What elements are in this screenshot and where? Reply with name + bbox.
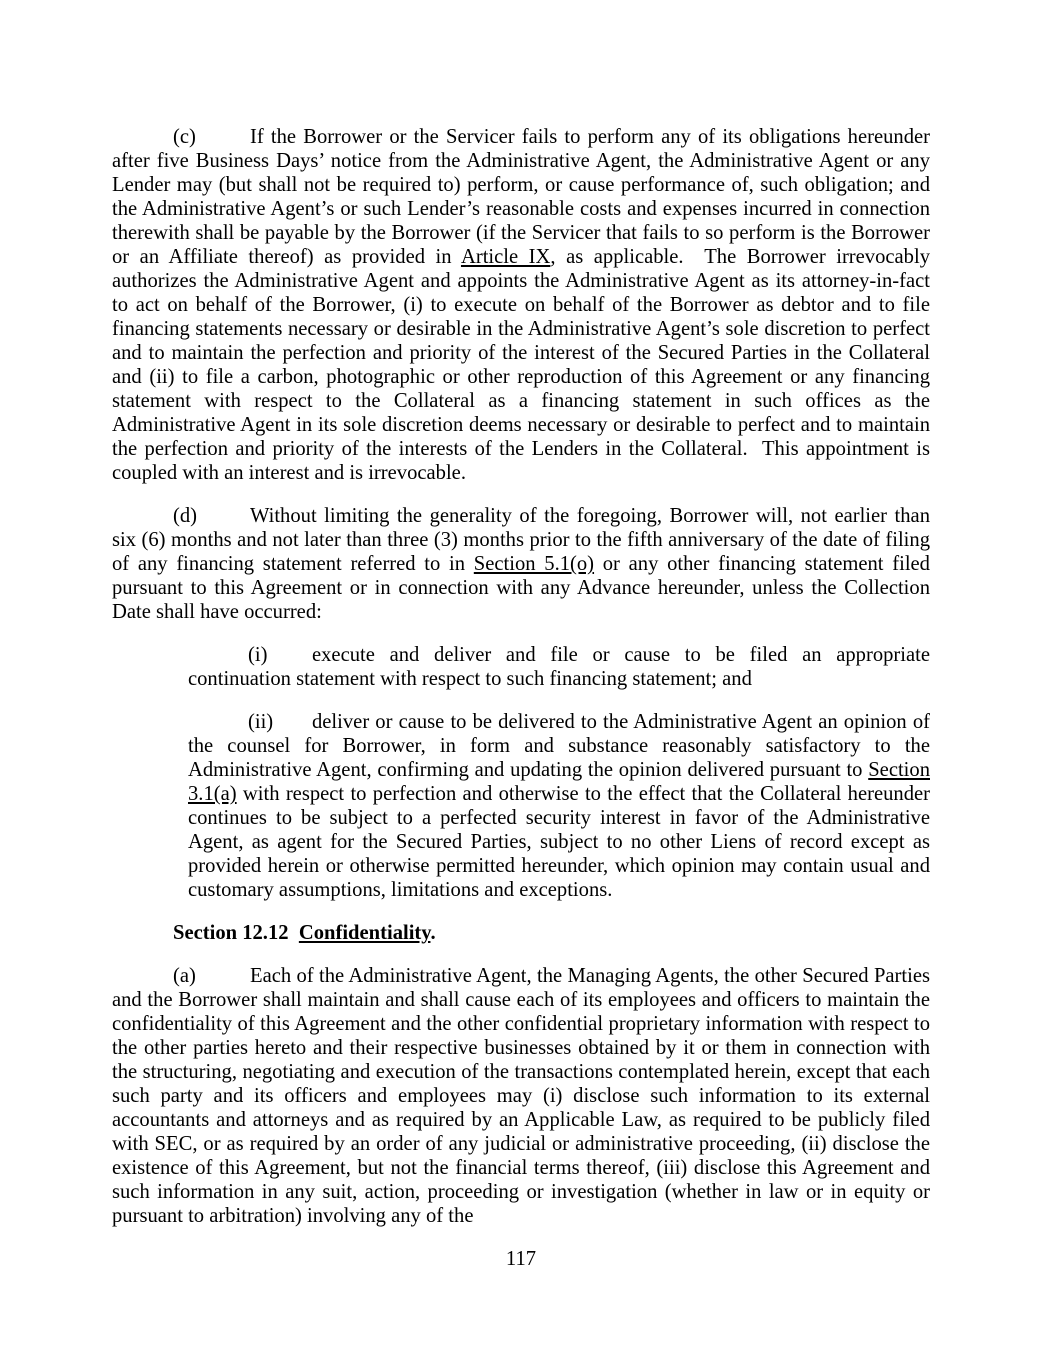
item-label-d: (d): [173, 505, 198, 527]
paragraph-c: (c) If the Borrower or the Servicer fails to perform any of its obligations hereunder after five Business Days’ notice from the Administrative Agent, the Administrative Agent or any Lender may (but shall not be required to) perform, or cause performance of, such obligation; and the Administrative Agent’s or such Lender’s reasonable costs and expenses incurred in connection therewith shall be payable by the Borrower (if the Servicer that fails to so perform is the Borrower or an Affiliate thereof) as provided in Article IX, as applicable. The Borrower irrevocably authorizes the Administrative Agent and appoints the Administrative Agent as its attorney-in-fact to act on behalf of the Borrower, (i) to execute on behalf of the Borrower as debtor and to file financing statements necessary or desirable in the Administrative Agent’s sole discretion to perfect and to maintain the perfection and priority of the interest of the Secured Parties in the Collateral and (ii) to file a carbon, photographic or other reproduction of this Agreement or any financing statement with respect to the Collateral as a financing statement in such offices as the Administrative Agent in its sole discretion deems necessary or desirable to perfect and to maintain the perfection and priority of the interests of the Lenders in the Collateral. This appointment is coupled with an interest and is irrevocable.: [112, 126, 930, 484]
paragraph-a: (a) Each of the Administrative Agent, the Managing Agents, the other Secured Parties and the Borrower shall maintain and shall cause each of its employees and officers to maintain the confidentiality of this Agreement and the other confidential proprietary information with respect to the other parties hereto and their respective businesses obtained by it or them in connection with the structuring, negotiating and execution of the transactions contemplated herein, except that each such party and its officers and employees may (i) disclose such information to its external accountants and attorneys and as required by an Applicable Law, as required to be publicly filed with SEC, or as required by an order of any judicial or administrative proceeding, (ii) disclose the existence of this Agreement, but not the financial terms thereof, (iii) disclose this Agreement and such information in any suit, action, proceeding or investigation (whether in law or in equity or pursuant to arbitration) involving any of the: [112, 965, 930, 1227]
paragraph-d: (d) Without limiting the generality of the foregoing, Borrower will, not earlier than six (6) months and not later than three (3) months prior to the fifth anniversary of the date of filing of any financing statement referred to in Section 5.1(o) or any other financing statement filed pursuant to this Agreement or in connection with any Advance hereunder, unless the Collection Date shall have occurred:: [112, 505, 930, 623]
confidentiality-heading-text: Confidentiality: [298, 922, 431, 944]
section-5-1-o-reference: Section 5.1(o): [473, 553, 595, 575]
section-12-12-heading: Section 12.12 Confidentiality.: [173, 922, 436, 944]
item-label-ii: (ii): [248, 711, 274, 733]
subitem-ii: (ii) deliver or cause to be delivered to the Administrative Agent an opinion of the counsel for Borrower, in form and substance reasonably satisfactory to the Administrative Agent, confirming and updating the opinion delivered pursuant to Section 3.1(a) with respect to perfection and otherwise to the effect that the Collateral hereunder continues to be subject to a perfected security interest in favor of the Administrative Agent, as agent for the Secured Parties, subject to no other Liens of record except as provided herein or otherwise permitted hereunder, which opinion may contain usual and customary assumptions, limitations and exceptions.: [188, 711, 930, 901]
item-label-i: (i): [248, 644, 268, 666]
item-label-a: (a): [173, 965, 196, 987]
article-ix-reference: Article IX: [460, 246, 551, 268]
page-number: 117: [505, 1248, 537, 1270]
section-3-1-a-reference: Section 3.1(a): [188, 759, 930, 805]
item-label-c: (c): [173, 126, 196, 148]
subitem-i: (i) execute and deliver and file or cause to be filed an appropriate continuation statement with respect to such financing statement; and: [188, 644, 930, 690]
